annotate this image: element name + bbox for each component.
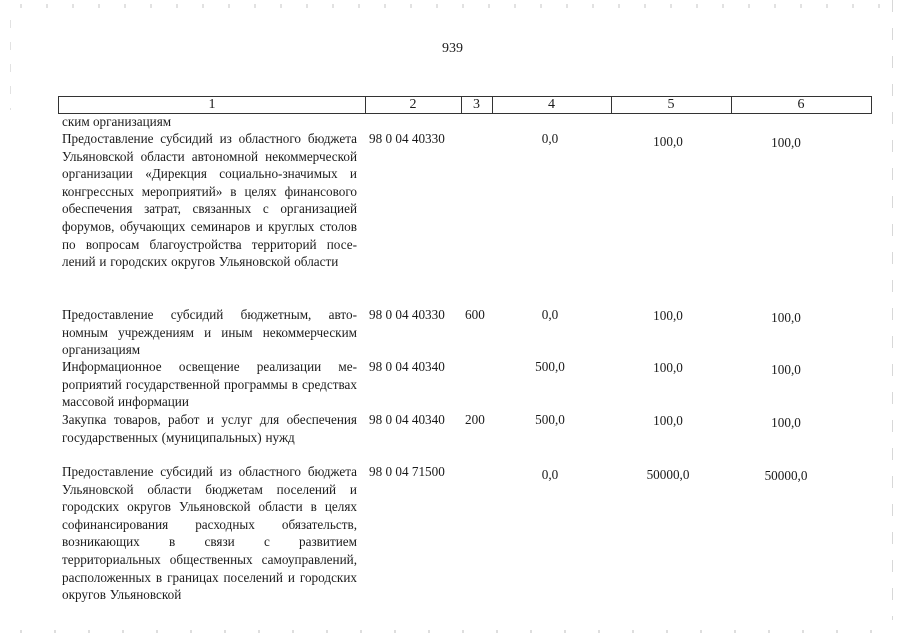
row-expense-type: 600 (465, 307, 485, 322)
row-description: Предоставление субсидий бюджетным, автономным учреждениям и иным некоммерческим организациям (62, 307, 357, 358)
row-value-col6: 100,0 (771, 310, 801, 325)
continuation-text: ским организациям (62, 114, 172, 129)
row-value-col5: 100,0 (653, 360, 683, 375)
row-value-col4: 0,0 (541, 307, 559, 322)
row-code: 98 0 04 40340 (369, 412, 445, 427)
column-header-4: 4 (492, 97, 612, 113)
scan-artifact-left (10, 20, 11, 110)
column-header-2: 2 (365, 97, 462, 113)
row-code: 98 0 04 40330 (369, 307, 445, 322)
row-value-col5: 100,0 (653, 308, 683, 323)
row-code: 98 0 04 40340 (369, 359, 445, 374)
row-expense-type: 200 (465, 412, 485, 427)
row-value-col6: 100,0 (771, 135, 801, 150)
row-value-col6: 100,0 (771, 362, 801, 377)
row-value-col4: 500,0 (535, 359, 565, 374)
row-description: Предоставление субсидий из областного бюджета Ульяновской области бюджетам поселений и городских округов Ульяновской области в целях софинансирования расходных обязательств, возникающих в связи с развитием территориальных общественных самоуправлений, расположенных в границах поселений и городских округов Ульяновской (62, 464, 357, 603)
column-header-1: 1 (59, 97, 366, 113)
scan-artifact-bottom (20, 630, 880, 633)
scan-artifact-right (892, 0, 893, 620)
row-value-col5: 100,0 (653, 134, 683, 149)
scan-artifact-top (20, 4, 880, 8)
row-value-col4: 500,0 (535, 412, 565, 427)
row-description: Предоставление субсидий из областного бюджета Ульяновской области автономной некоммерческой организации «Дирекция социально-значимых и конгрессных мероприятий» в целях финансового обеспечения затрат, связанных с организацией форумов, обучающих семинаров и круглых столов по вопросам благоустройства территорий поселений и городских округов Ульяновской области (62, 131, 357, 270)
row-value-col6: 100,0 (771, 415, 801, 430)
row-code: 98 0 04 40330 (369, 131, 445, 146)
column-number-header (58, 96, 872, 114)
column-header-3: 3 (461, 97, 493, 113)
row-value-col4: 0,0 (541, 467, 559, 482)
row-value-col5: 100,0 (653, 413, 683, 428)
column-header-6: 6 (797, 97, 805, 112)
row-value-col6: 50000,0 (764, 468, 808, 483)
page-number: 939 (442, 41, 463, 56)
column-header-5: 5 (611, 97, 732, 113)
row-description: Информационное освещение реализации мероприятий государственной программы в средствах массовой информации (62, 359, 357, 410)
row-code: 98 0 04 71500 (369, 464, 445, 479)
row-value-col5: 50000,0 (646, 467, 690, 482)
row-description: Закупка товаров, работ и услуг для обеспечения государственных (муниципальных) нужд (62, 412, 357, 445)
row-value-col4: 0,0 (541, 131, 559, 146)
